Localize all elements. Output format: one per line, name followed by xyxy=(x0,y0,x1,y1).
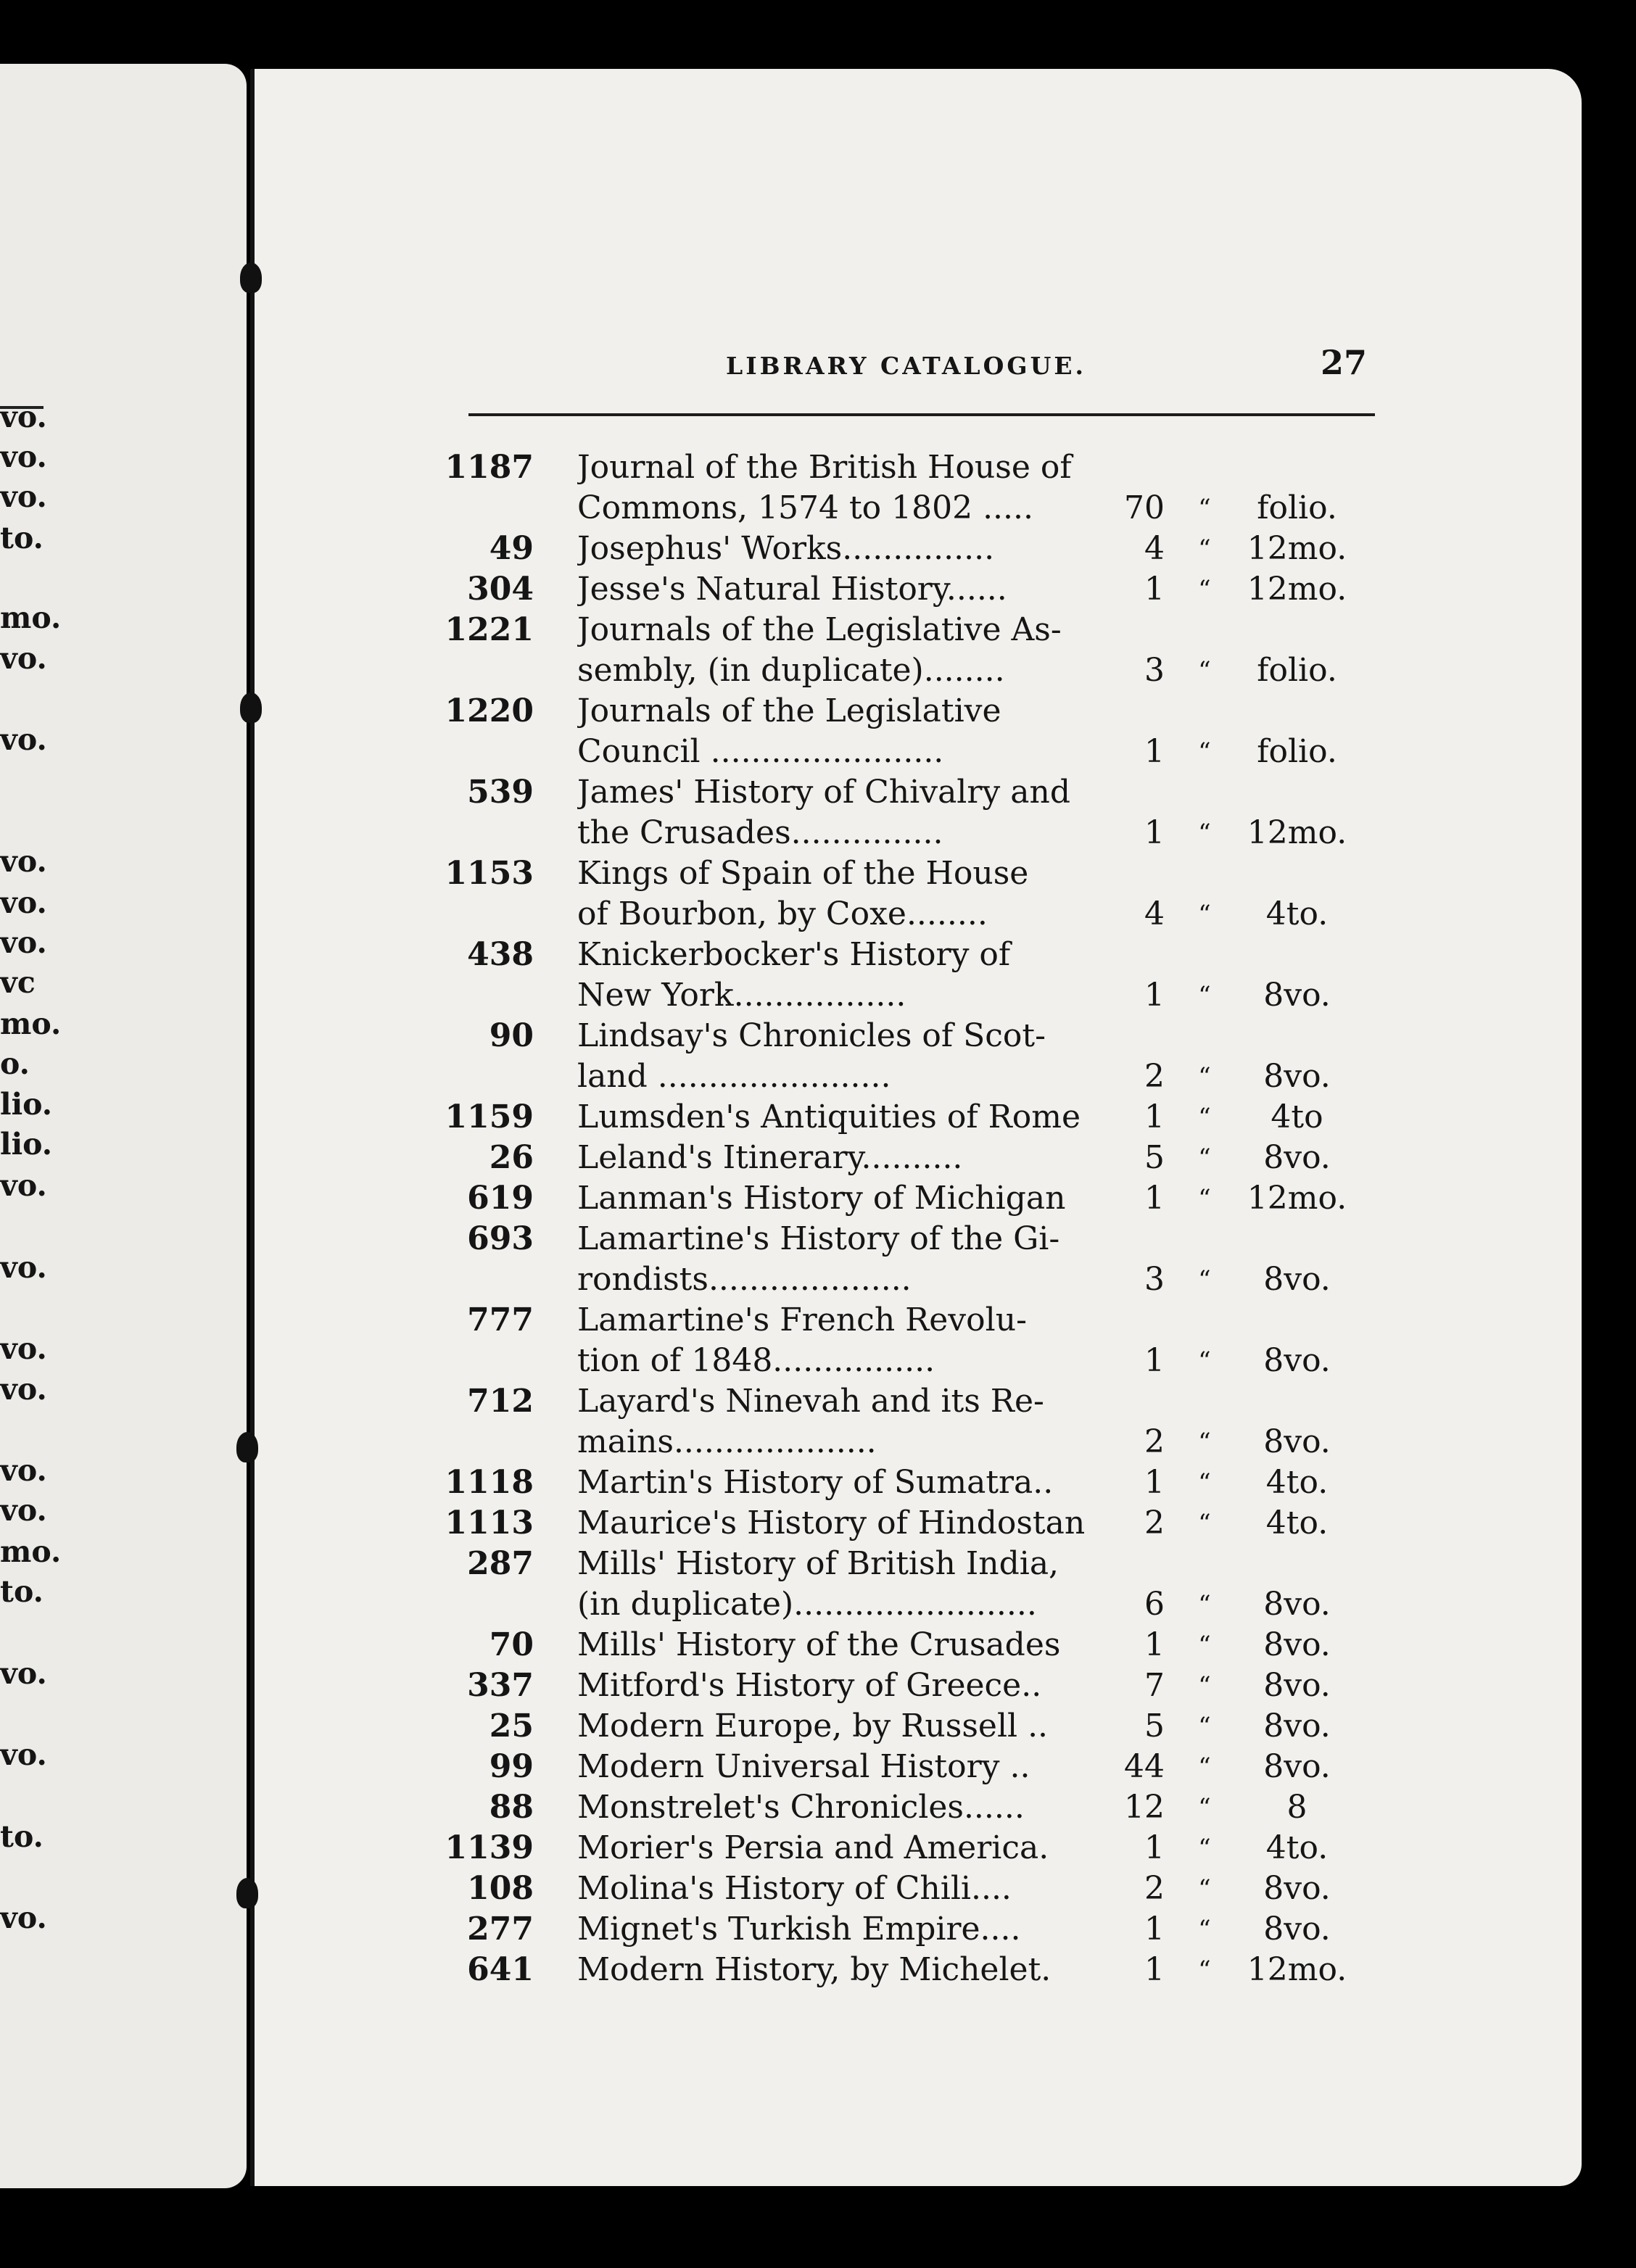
left-page-fragment: vo. xyxy=(0,1737,47,1772)
left-page-fragment: vo. xyxy=(0,439,47,474)
ditto-mark: “ xyxy=(1198,494,1211,523)
ditto-mark: “ xyxy=(1198,575,1211,604)
catalogue-entry-line xyxy=(255,1056,1386,1097)
entry-number: 90 xyxy=(489,1017,534,1054)
catalogue-entry-line xyxy=(255,610,1386,650)
entry-title: Lamartine's History of the Gi- xyxy=(577,1220,1060,1257)
entry-number: 712 xyxy=(467,1383,534,1420)
entry-title: Mignet's Turkish Empire.... xyxy=(577,1911,1021,1948)
left-page-fragment: vo. xyxy=(0,479,47,514)
entry-number: 438 xyxy=(467,936,534,973)
entry-format: 8vo. xyxy=(1263,1667,1331,1704)
entry-volumes: 1 xyxy=(1144,1829,1165,1866)
left-page-fragment: vo. xyxy=(0,1168,47,1203)
entry-number: 88 xyxy=(489,1789,534,1826)
left-page-fragment: vo. xyxy=(0,1656,47,1691)
catalogue-entry-line xyxy=(255,1868,1386,1909)
entry-format: 4to xyxy=(1271,1098,1323,1135)
entry-volumes: 6 xyxy=(1144,1586,1165,1623)
entry-number: 108 xyxy=(467,1870,534,1907)
entry-title: Layard's Ninevah and its Re- xyxy=(577,1383,1044,1420)
ditto-mark: “ xyxy=(1198,1184,1211,1213)
left-page-fragment: o. xyxy=(0,1046,30,1081)
entry-format: 4to. xyxy=(1265,1829,1329,1866)
entry-format: 8vo. xyxy=(1263,1626,1331,1663)
entry-title: Modern Europe, by Russell .. xyxy=(577,1708,1049,1745)
left-page-fragment: vo. xyxy=(0,641,47,676)
entry-volumes: 7 xyxy=(1144,1667,1165,1704)
entry-title: Modern History, by Michelet. xyxy=(577,1951,1052,1988)
catalogue-entry-line xyxy=(255,447,1386,488)
catalogue-entry-line xyxy=(255,569,1386,610)
entry-volumes: 44 xyxy=(1124,1748,1165,1785)
entry-title: Mitford's History of Greece.. xyxy=(577,1667,1042,1704)
left-page-fragment: vo. xyxy=(0,400,47,434)
entry-format: 8vo. xyxy=(1263,1911,1331,1948)
entry-format: 8vo. xyxy=(1263,1423,1331,1460)
entry-title: the Crusades............... xyxy=(577,814,943,851)
entry-volumes: 2 xyxy=(1144,1058,1165,1095)
catalogue-entry-line xyxy=(255,1787,1386,1828)
entry-volumes: 1 xyxy=(1144,571,1165,608)
entry-title: Monstrelet's Chronicles...... xyxy=(577,1789,1025,1826)
ditto-mark: “ xyxy=(1198,1428,1211,1457)
entry-format: 8 xyxy=(1286,1789,1307,1826)
page-number: 27 xyxy=(1321,343,1368,382)
catalogue-entry-line xyxy=(255,1950,1386,1990)
entry-format: 4to. xyxy=(1265,1464,1329,1501)
ditto-mark: “ xyxy=(1198,656,1211,685)
entry-volumes: 12 xyxy=(1124,1789,1165,1826)
binding-knot xyxy=(240,262,262,293)
catalogue-entry-line xyxy=(255,650,1386,691)
left-page-fragment: lio. xyxy=(0,1087,53,1122)
ditto-mark: “ xyxy=(1198,1712,1211,1741)
entry-title: Leland's Itinerary.......... xyxy=(577,1139,963,1176)
entry-number: 1221 xyxy=(445,611,534,648)
catalogue-entry-line xyxy=(255,488,1386,529)
catalogue-entry-line xyxy=(255,935,1386,975)
entry-volumes: 4 xyxy=(1144,895,1165,932)
entry-volumes: 2 xyxy=(1144,1423,1165,1460)
left-page-fragment: vo. xyxy=(0,885,47,920)
entry-title: Lindsay's Chronicles of Scot- xyxy=(577,1017,1046,1054)
entry-number: 619 xyxy=(467,1180,534,1217)
entry-number: 337 xyxy=(467,1667,534,1704)
entry-number: 1153 xyxy=(445,855,534,892)
ditto-mark: “ xyxy=(1198,1671,1211,1700)
left-page-fragment: lio. xyxy=(0,1127,53,1162)
catalogue-entry-line xyxy=(255,1178,1386,1219)
catalogue-entry-line xyxy=(255,1138,1386,1178)
entry-title: mains.................... xyxy=(577,1423,877,1460)
entry-format: 12mo. xyxy=(1247,1180,1347,1217)
ditto-mark: “ xyxy=(1198,1834,1211,1863)
entry-number: 1220 xyxy=(445,692,534,729)
binding-knot xyxy=(236,1878,258,1908)
entry-title: Journals of the Legislative As- xyxy=(577,611,1062,648)
left-page-fragment: vo. xyxy=(0,1372,47,1407)
ditto-mark: “ xyxy=(1198,1752,1211,1781)
entry-number: 277 xyxy=(467,1911,534,1948)
entry-title: Commons, 1574 to 1802 ..... xyxy=(577,489,1033,526)
entry-title: New York................. xyxy=(577,977,906,1014)
entry-format: folio. xyxy=(1257,652,1337,689)
entry-title: Morier's Persia and America. xyxy=(577,1829,1049,1866)
ditto-mark: “ xyxy=(1198,1346,1211,1375)
entry-title: Council ....................... xyxy=(577,733,944,770)
entry-title: land ....................... xyxy=(577,1058,891,1095)
entry-volumes: 1 xyxy=(1144,977,1165,1014)
entry-volumes: 70 xyxy=(1124,489,1165,526)
entry-format: folio. xyxy=(1257,733,1337,770)
binding-knot xyxy=(240,692,262,723)
entry-number: 1187 xyxy=(445,449,534,486)
entry-title: sembly, (in duplicate)........ xyxy=(577,652,1005,689)
entry-title: Journals of the Legislative xyxy=(577,692,1001,729)
catalogue-entry-line xyxy=(255,1828,1386,1868)
entry-title: Molina's History of Chili.... xyxy=(577,1870,1012,1907)
entry-format: 12mo. xyxy=(1247,814,1347,851)
entry-title: (in duplicate)........................ xyxy=(577,1586,1037,1623)
entry-volumes: 3 xyxy=(1144,652,1165,689)
catalogue-entry-line xyxy=(255,1544,1386,1584)
entry-title: Maurice's History of Hindostan xyxy=(577,1505,1086,1541)
ditto-mark: “ xyxy=(1198,1631,1211,1660)
entry-number: 99 xyxy=(489,1748,534,1785)
left-page-fragment: to. xyxy=(0,1574,44,1609)
entry-number: 304 xyxy=(467,571,534,608)
ditto-mark: “ xyxy=(1198,1874,1211,1903)
entry-number: 641 xyxy=(467,1951,534,1988)
entry-number: 1159 xyxy=(445,1098,534,1135)
entry-number: 26 xyxy=(489,1139,534,1176)
left-page-fragment: vo. xyxy=(0,925,47,960)
entry-title: Lanman's History of Michigan xyxy=(577,1180,1066,1217)
left-page-fragment: vo. xyxy=(0,844,47,879)
entry-format: 8vo. xyxy=(1263,1708,1331,1745)
ditto-mark: “ xyxy=(1198,1143,1211,1172)
entry-number: 25 xyxy=(489,1708,534,1745)
entry-number: 70 xyxy=(489,1626,534,1663)
entry-volumes: 2 xyxy=(1144,1505,1165,1541)
catalogue-entry-line xyxy=(255,894,1386,935)
ditto-mark: “ xyxy=(1198,1468,1211,1497)
catalogue-entry-line xyxy=(255,1259,1386,1300)
entry-title: Modern Universal History .. xyxy=(577,1748,1030,1785)
entry-format: folio. xyxy=(1257,489,1337,526)
entry-volumes: 5 xyxy=(1144,1708,1165,1745)
entry-number: 49 xyxy=(489,530,534,567)
entry-format: 8vo. xyxy=(1263,1139,1331,1176)
entry-title: tion of 1848................ xyxy=(577,1342,935,1379)
catalogue-entry-line xyxy=(255,529,1386,569)
left-page-edge xyxy=(0,64,247,2188)
entry-volumes: 1 xyxy=(1144,1951,1165,1988)
catalogue-entry-line xyxy=(255,1503,1386,1544)
left-page-fragment: to. xyxy=(0,521,44,555)
entry-format: 12mo. xyxy=(1247,530,1347,567)
entry-format: 8vo. xyxy=(1263,1261,1331,1298)
catalogue-entry-line xyxy=(255,1584,1386,1625)
entry-volumes: 1 xyxy=(1144,814,1165,851)
entry-number: 1139 xyxy=(445,1829,534,1866)
right-page xyxy=(250,69,1582,2186)
entry-title: Kings of Spain of the House xyxy=(577,855,1029,892)
entry-volumes: 5 xyxy=(1144,1139,1165,1176)
running-head: LIBRARY CATALOGUE. xyxy=(726,352,1086,380)
entry-format: 4to. xyxy=(1265,1505,1329,1541)
entry-title: Knickerbocker's History of xyxy=(577,936,1011,973)
entry-title: Josephus' Works............... xyxy=(577,530,995,567)
entry-format: 8vo. xyxy=(1263,1870,1331,1907)
catalogue-entry-line xyxy=(255,1706,1386,1747)
ditto-mark: “ xyxy=(1198,1590,1211,1619)
left-page-fragment: mo. xyxy=(0,1006,62,1041)
binding-knot xyxy=(236,1432,258,1462)
entry-title: Mills' History of British India, xyxy=(577,1545,1059,1582)
left-page-fragment: vo. xyxy=(0,1453,47,1488)
catalogue-entry-line xyxy=(255,1625,1386,1665)
catalogue-entry-line xyxy=(255,772,1386,813)
ditto-mark: “ xyxy=(1198,1265,1211,1294)
left-page-fragment: vo. xyxy=(0,1493,47,1528)
catalogue-entry-line xyxy=(255,1219,1386,1259)
left-page-fragment: vo. xyxy=(0,1900,47,1935)
ditto-mark: “ xyxy=(1198,981,1211,1010)
entry-volumes: 1 xyxy=(1144,1911,1165,1948)
catalogue-entry-line xyxy=(255,1341,1386,1381)
left-page-fragment: mo. xyxy=(0,600,62,635)
entry-format: 4to. xyxy=(1265,895,1329,932)
entry-format: 8vo. xyxy=(1263,1342,1331,1379)
catalogue-entry-line xyxy=(255,1462,1386,1503)
entry-volumes: 1 xyxy=(1144,1180,1165,1217)
entry-title: Jesse's Natural History...... xyxy=(577,571,1007,608)
entry-format: 8vo. xyxy=(1263,1748,1331,1785)
entry-format: 8vo. xyxy=(1263,977,1331,1014)
ditto-mark: “ xyxy=(1198,737,1211,766)
catalogue-entry-line xyxy=(255,853,1386,894)
left-page-fragment: vc xyxy=(0,965,36,1000)
ditto-mark: “ xyxy=(1198,1955,1211,1984)
left-page-fragment: vo. xyxy=(0,1250,47,1285)
entry-number: 539 xyxy=(467,774,534,811)
entry-format: 8vo. xyxy=(1263,1586,1331,1623)
catalogue-entry-line xyxy=(255,1381,1386,1422)
entry-volumes: 1 xyxy=(1144,1626,1165,1663)
entry-title: Lumsden's Antiquities of Rome xyxy=(577,1098,1081,1135)
entry-volumes: 1 xyxy=(1144,733,1165,770)
entry-number: 693 xyxy=(467,1220,534,1257)
entry-title: Martin's History of Sumatra.. xyxy=(577,1464,1054,1501)
left-page-fragment: to. xyxy=(0,1819,44,1854)
entry-volumes: 4 xyxy=(1144,530,1165,567)
ditto-mark: “ xyxy=(1198,1915,1211,1944)
entry-number: 1118 xyxy=(445,1464,534,1501)
entry-volumes: 3 xyxy=(1144,1261,1165,1298)
entry-title: Journal of the British House of xyxy=(577,449,1072,486)
entry-format: 12mo. xyxy=(1247,571,1347,608)
catalogue-entry-line xyxy=(255,813,1386,853)
entry-number: 287 xyxy=(467,1545,534,1582)
entry-title: of Bourbon, by Coxe........ xyxy=(577,895,988,932)
left-page-fragment: vo. xyxy=(0,1331,47,1366)
catalogue-entry-line xyxy=(255,1097,1386,1138)
catalogue-entry-line xyxy=(255,1909,1386,1950)
ditto-mark: “ xyxy=(1198,900,1211,929)
ditto-mark: “ xyxy=(1198,534,1211,563)
catalogue-entry-line xyxy=(255,1016,1386,1056)
ditto-mark: “ xyxy=(1198,819,1211,848)
entry-volumes: 1 xyxy=(1144,1098,1165,1135)
entry-volumes: 2 xyxy=(1144,1870,1165,1907)
entry-number: 1113 xyxy=(445,1505,534,1541)
catalogue-entry-line xyxy=(255,1665,1386,1706)
catalogue-entry-line xyxy=(255,1422,1386,1462)
entry-format: 12mo. xyxy=(1247,1951,1347,1988)
entry-title: Mills' History of the Crusades xyxy=(577,1626,1061,1663)
header-rule xyxy=(468,413,1375,416)
catalogue-entry-line xyxy=(255,732,1386,772)
ditto-mark: “ xyxy=(1198,1062,1211,1091)
catalogue-entry-line xyxy=(255,1747,1386,1787)
entry-title: Lamartine's French Revolu- xyxy=(577,1301,1027,1338)
entry-volumes: 1 xyxy=(1144,1464,1165,1501)
entry-title: James' History of Chivalry and xyxy=(577,774,1070,811)
ditto-mark: “ xyxy=(1198,1793,1211,1822)
catalogue-entry-line xyxy=(255,691,1386,732)
entry-title: rondists.................... xyxy=(577,1261,912,1298)
entry-format: 8vo. xyxy=(1263,1058,1331,1095)
catalogue-entry-line xyxy=(255,975,1386,1016)
entry-number: 777 xyxy=(467,1301,534,1338)
left-page-fragment: mo. xyxy=(0,1534,62,1569)
ditto-mark: “ xyxy=(1198,1509,1211,1538)
ditto-mark: “ xyxy=(1198,1103,1211,1132)
entry-volumes: 1 xyxy=(1144,1342,1165,1379)
catalogue-entry-line xyxy=(255,1300,1386,1341)
left-page-fragment: vo. xyxy=(0,722,47,757)
